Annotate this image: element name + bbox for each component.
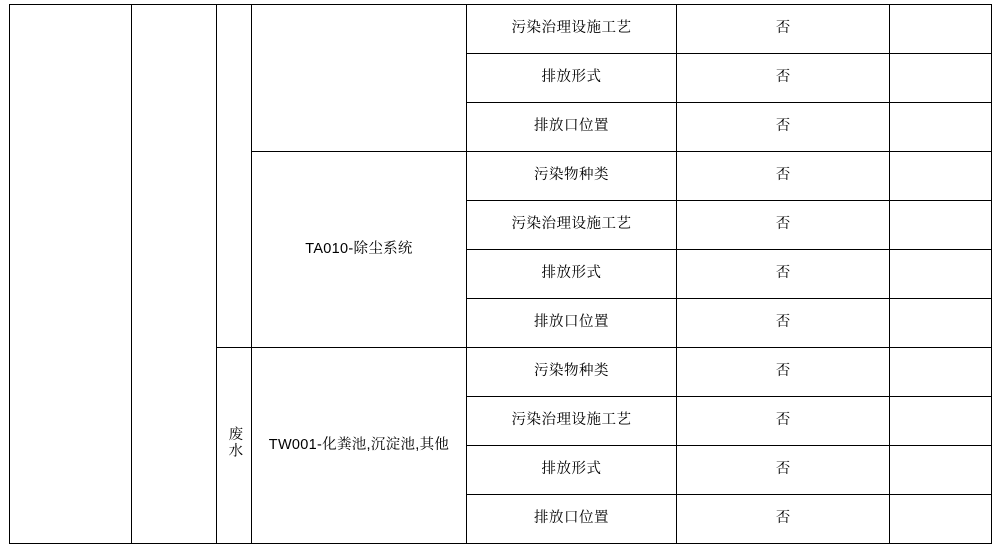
cell-item-label: 污染治理设施工艺 [467,5,677,54]
category-waste-water-label: 废水 [226,425,243,459]
cell-item-value: 否 [677,201,890,250]
pollution-discharge-table [9,4,992,544]
cell-item-value: 否 [677,397,890,446]
cell-category-waste-gas [217,5,252,348]
cell-item-label: 排放形式 [467,250,677,299]
cell-item-label: 污染物种类 [467,152,677,201]
cell-extra [890,5,992,54]
cell-item-value: 否 [677,250,890,299]
cell-extra [890,495,992,544]
cell-item-value: 否 [677,152,890,201]
cell-extra [890,103,992,152]
cell-extra [890,299,992,348]
cell-item-label: 排放口位置 [467,103,677,152]
cell-col2-spanned [132,5,217,544]
table-row [10,5,992,54]
cell-item-value: 否 [677,54,890,103]
cell-extra [890,152,992,201]
cell-extra [890,397,992,446]
document-page [0,4,1000,556]
cell-item-value: 否 [677,103,890,152]
cell-extra [890,54,992,103]
cell-item-value: 否 [677,495,890,544]
cell-item-label: 排放形式 [467,446,677,495]
cell-item-value: 否 [677,5,890,54]
cell-extra [890,348,992,397]
cell-item-label: 排放口位置 [467,495,677,544]
cell-col1-spanned [10,5,132,544]
cell-extra [890,201,992,250]
cell-item-label: 排放口位置 [467,299,677,348]
cell-item-label: 污染治理设施工艺 [467,201,677,250]
cell-facility-septic-tank: TW001-化粪池,沉淀池,其他 [252,348,467,544]
cell-item-value: 否 [677,299,890,348]
cell-item-label: 污染物种类 [467,348,677,397]
cell-facility-blank [252,5,467,152]
cell-facility-dust-removal: TA010-除尘系统 [252,152,467,348]
cell-item-value: 否 [677,348,890,397]
cell-category-waste-water [217,348,252,544]
cell-extra [890,250,992,299]
cell-item-label: 排放形式 [467,54,677,103]
cell-item-value: 否 [677,446,890,495]
cell-extra [890,446,992,495]
cell-item-label: 污染治理设施工艺 [467,397,677,446]
